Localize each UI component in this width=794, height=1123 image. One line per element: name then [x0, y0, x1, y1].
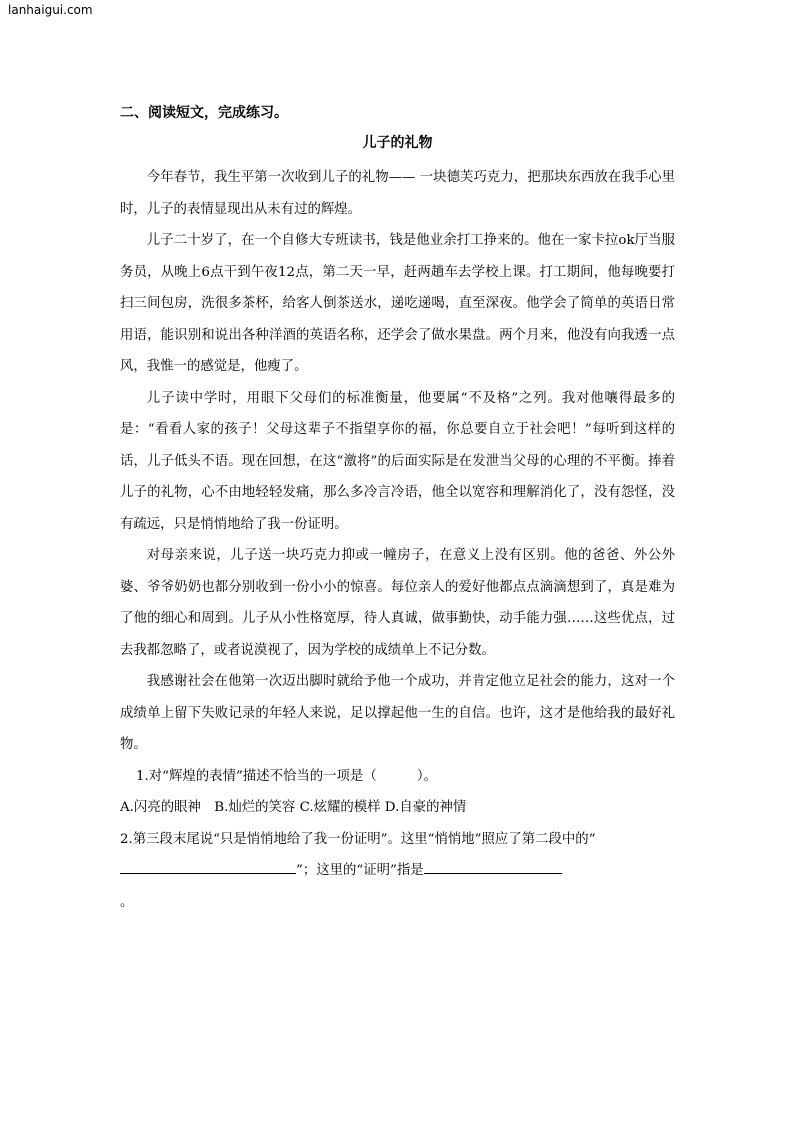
answer-blank-1[interactable]: [120, 858, 296, 874]
section-title: 二、阅读短文，完成练习。: [120, 105, 288, 121]
question-2-text-b: ”；这里的“证明”指是: [296, 863, 424, 878]
paragraph-5: 我感谢社会在他第一次迈出脚时就给予他一个成功，并肯定他立足社会的能力，这对一个成绩单上留下失败记录的年轻人来说，足以撑起他一生的自信。也许，这才是他给我的最好礼物。: [120, 674, 675, 752]
paragraph-1: 今年春节，我生平第一次收到儿子的礼物—— 一块德芙巧克力，把那块东西放在我手心里时，儿子的表情显现出从未有过的辉煌。: [120, 170, 675, 217]
question-2-end: 。: [120, 894, 134, 910]
paragraph-2: 儿子二十岁了，在一个自修大专班读书，钱是他业余打工挣来的。他在一家卡拉ok厅当服务员，从晚上6点干到午夜12点，第二天一早，赶两趟车去学校上课。打工期间，他每晚要打扫三间包房，洗很多茶杯，给客人倒茶送水，递吃递喝，直至深夜。他学会了简单的英语日常用语，能识别和说出各种洋酒的英语名称，还学会了做水果盘。两个月来，他没有向我透一点风，我惟一的感觉是，他瘦了。: [120, 233, 675, 374]
article-title: 儿子的礼物: [362, 135, 433, 151]
question-2: [120, 824, 675, 887]
site-watermark: lanhaigui.com: [8, 3, 93, 17]
question-1: 1.对“辉煌的表情”描述不恰当的一项是（ ）。: [136, 768, 437, 784]
question-2-text-a: 2.第三段末尾说“只是悄悄地给了我一份证明”。这里“悄悄地”照应了第二段中的“: [120, 831, 596, 847]
paragraph-4: 对母亲来说，儿子送一块巧克力抑或一幢房子，在意义上没有区别。他的爸爸、外公外婆、爷爷奶奶也都分别收到一份小小的惊喜。每位亲人的爱好他都点点滴滴想到了，真是难为了他的细心和周到。儿子从小性格宽厚，待人真诚，做事勤快，动手能力强……这些优点，过去我都忽略了，或者说漠视了，因为学校的成绩单上不记分数。: [120, 548, 675, 658]
worksheet-content: [120, 100, 675, 918]
paragraph-3: 儿子读中学时，用眼下父母们的标准衡量，他要属“不及格”之列。我对他嚷得最多的是：“看看人家的孩子！父母这辈子不指望享你的福，你总要自立于社会吧！”每听到这样的话，儿子低头不语。现在回想，在这“激将”的后面实际是在发泄当父母的心理的不平衡。捧着儿子的礼物，心不由地轻轻发痛，那么多冷言冷语，他全以宽容和理解消化了，没有怨怪，没有疏远，只是悄悄地给了我一份证明。: [120, 390, 675, 532]
answer-blank-2[interactable]: [424, 858, 562, 874]
question-1-options: A.闪亮的眼神 B.灿烂的笑容 C.炫耀的模样 D.自豪的神情: [120, 800, 467, 815]
